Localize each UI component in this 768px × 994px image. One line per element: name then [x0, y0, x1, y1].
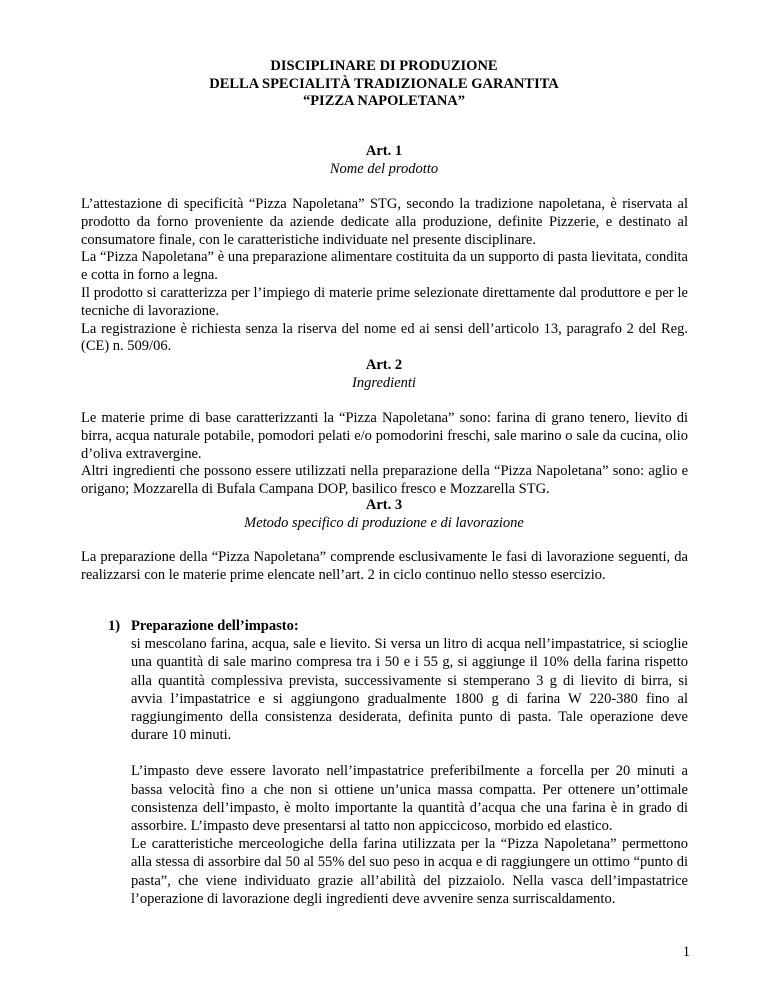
step-title: Preparazione dell’impasto: [131, 618, 299, 634]
article-1-body [81, 196, 688, 356]
title-line-1: DISCIPLINARE DI PRODUZIONE [270, 58, 498, 74]
paragraph: L’attestazione di specificità “Pizza Napoletana” STG, secondo la tradizione napoletana, è riservata al prodotto da forno proveniente da aziende dedicate alla produzione, definite Pizzerie, e destinato al consumatore finale, con le caratteristiche individuate nel presente disciplinare. [81, 196, 688, 248]
article-number: Art. 1 [365, 143, 403, 159]
article-2-heading [0, 357, 768, 392]
title-line-3: “PIZZA NAPOLETANA” [302, 93, 466, 109]
article-number: Art. 3 [365, 497, 403, 513]
article-subtitle: Nome del prodotto [329, 160, 439, 177]
article-1-heading [0, 143, 768, 178]
article-subtitle: Metodo specifico di produzione e di lavorazione [244, 514, 524, 531]
paragraph: La preparazione della “Pizza Napoletana” comprende esclusivamente le fasi di lavorazione seguenti, da realizzarsi con le materie prime elencate nell’art. 2 in ciclo continuo nello stesso esercizio. [81, 549, 688, 583]
document-title [0, 58, 768, 111]
article-2-body [81, 410, 688, 499]
paragraph: Altri ingredienti che possono essere utilizzati nella preparazione della “Pizza Napoletana” sono: aglio e origano; Mozzarella di Bufala Campana DOP, basilico fresco e Mozzarella STG. [81, 463, 688, 498]
article-number: Art. 2 [365, 357, 403, 373]
paragraph: si mescolano farina, acqua, sale e lievito. Si versa un litro di acqua nell’impastatrice, si scioglie una quantità di sale marino compresa tra i 50 e i 55 g, si aggiunge il 10% della farina rispetto alla quantità complessiva prevista, successivamente si stemperano 3 g di lievito di birra, si avvia l’impastatrice e si aggiungono gradualmente 1800 g di farina W 220-380 fino al raggiungimento della consistenza desiderata, definita punto di pasta. Tale operazione deve durare 10 minuti. [131, 636, 688, 744]
step-heading [108, 617, 688, 635]
paragraph: Il prodotto si caratterizza per l’impiego di materie prime selezionate direttamente dal produttore e per le tecniche di lavorazione. [81, 284, 688, 319]
paragraph: Le caratteristiche merceologiche della farina utilizzata per la “Pizza Napoletana” permettono alla stessa di assorbire dal 50 al 55% del suo peso in acqua e di raggiungere un ottimo “punto di pasta”, che viene individuato grazie all’abilità del pizzaiolo. Nella vasca dell’impastatrice l’operazione di lavorazione degli ingredienti deve avvenire senza surriscaldamento. [131, 836, 688, 907]
article-3-intro [81, 549, 688, 585]
paragraph: La “Pizza Napoletana” è una preparazione alimentare costituita da un supporto di pasta lievitata, condita e cotta in forno a legna. [81, 249, 688, 284]
paragraph: Le materie prime di base caratterizzanti la “Pizza Napoletana” sono: farina di grano tenero, lievito di birra, acqua naturale potabile, pomodori pelati e/o pomodorini freschi, sale marino o sale da cucina, olio d’oliva extravergine. [81, 410, 688, 462]
title-line-2: DELLA SPECIALITÀ TRADIZIONALE GARANTITA [209, 75, 559, 92]
article-subtitle: Ingredienti [352, 374, 416, 391]
page-number: 1 [682, 944, 690, 960]
step-1 [108, 617, 688, 908]
step-number: 1) [108, 618, 121, 634]
step-text [131, 635, 688, 908]
paragraph: L’impasto deve essere lavorato nell’impastatrice preferibilmente a forcella per 20 minuti a bassa velocità fino a che non si ottiene un’unica massa compatta. Per ottenere un’ottimale consistenza dell’impasto, è molto importante la quantità d’acqua che una farina è in grado di assorbire. L’impasto deve presentarsi al tatto non appiccicoso, morbido ed elastico. [131, 763, 688, 835]
article-3-heading [0, 497, 768, 532]
paragraph: La registrazione è richiesta senza la riserva del nome ed ai sensi dell’articolo 13, paragrafo 2 del Reg. (CE) n. 509/06. [81, 320, 688, 355]
